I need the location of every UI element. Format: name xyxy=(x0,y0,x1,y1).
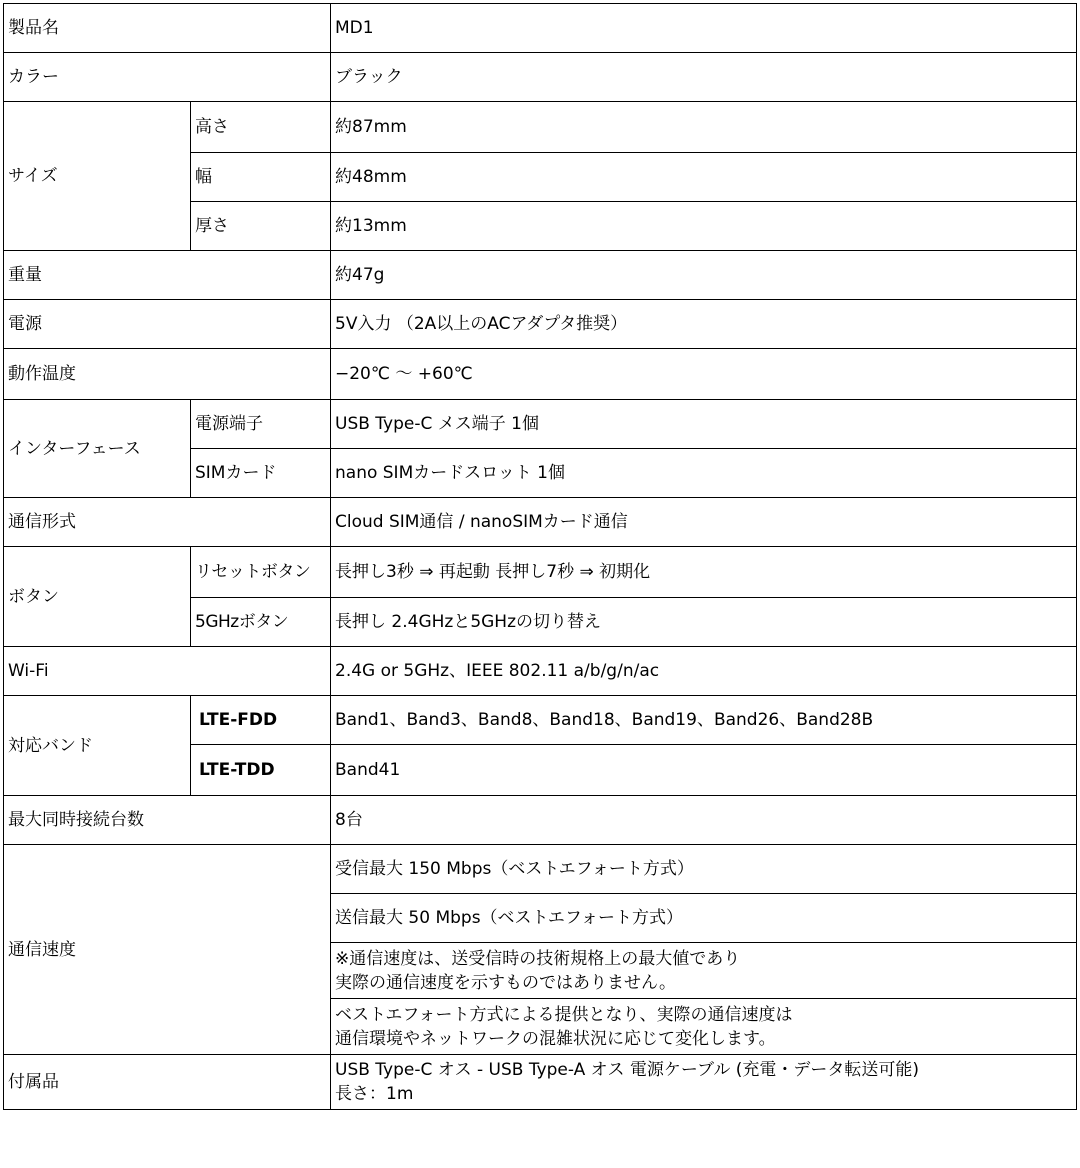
buttons-reset-value: 長押し3秒 ⇒ 再起動 長押し7秒 ⇒ 初期化 xyxy=(331,547,1077,598)
table-row xyxy=(4,1055,1077,1110)
max-connections-label: 最大同時接続台数 xyxy=(4,796,331,845)
wifi-value: 2.4G or 5GHz、IEEE 802.11 a/b/g/n/ac xyxy=(331,647,1077,696)
table-row xyxy=(4,251,1077,300)
speed-note-2 xyxy=(331,999,1077,1055)
color-label: カラー xyxy=(4,53,331,102)
table-row xyxy=(4,102,1077,153)
speed-note-2-line-2: 通信環境やネットワークの混雑状況に応じて変化します。 xyxy=(335,1028,776,1049)
bands-lte-tdd-label: LTE-TDD xyxy=(191,745,331,796)
max-connections-value: 8台 xyxy=(331,796,1077,845)
size-height-label: 高さ xyxy=(191,102,331,153)
weight-value: 約47g xyxy=(331,251,1077,300)
table-row xyxy=(4,696,1077,745)
table-row xyxy=(4,4,1077,53)
table-row xyxy=(4,400,1077,449)
speed-note-1 xyxy=(331,943,1077,999)
power-label: 電源 xyxy=(4,300,331,349)
table-row xyxy=(4,547,1077,598)
buttons-reset-label: リセットボタン xyxy=(191,547,331,598)
interface-sim-value: nano SIMカードスロット 1個 xyxy=(331,449,1077,498)
buttons-label: ボタン xyxy=(4,547,191,647)
power-value: 5V入力 （2A以上のACアダプタ推奨） xyxy=(331,300,1077,349)
accessories-value-line-2: 長さ：1m xyxy=(335,1084,414,1104)
product-name-value: MD1 xyxy=(331,4,1077,53)
table-row xyxy=(4,845,1077,894)
accessories-label: 付属品 xyxy=(4,1055,331,1110)
speed-label: 通信速度 xyxy=(4,845,331,1055)
bands-lte-tdd-value: Band41 xyxy=(331,745,1077,796)
wifi-label: Wi-Fi xyxy=(4,647,331,696)
buttons-5ghz-label: 5GHzボタン xyxy=(191,598,331,647)
table-row xyxy=(4,647,1077,696)
bands-lte-fdd-value: Band1、Band3、Band8、Band18、Band19、Band26、Band28B xyxy=(331,696,1077,745)
comm-format-value: Cloud SIM通信 / nanoSIMカード通信 xyxy=(331,498,1077,547)
speed-upload-value: 送信最大 50 Mbps（ベストエフォート方式） xyxy=(331,894,1077,943)
spec-table xyxy=(3,3,1077,1110)
color-value: ブラック xyxy=(331,53,1077,102)
product-name-label: 製品名 xyxy=(4,4,331,53)
table-row xyxy=(4,349,1077,400)
interface-power-port-value: USB Type-C メス端子 1個 xyxy=(331,400,1077,449)
size-label: サイズ xyxy=(4,102,191,251)
operating-temp-value: −20℃ ～ +60℃ xyxy=(331,349,1077,400)
bands-label: 対応バンド xyxy=(4,696,191,796)
speed-note-1-line-1: ※通信速度は、送受信時の技術規格上の最大値であり xyxy=(335,948,741,969)
table-row xyxy=(4,796,1077,845)
speed-download-value: 受信最大 150 Mbps（ベストエフォート方式） xyxy=(331,845,1077,894)
size-depth-label: 厚さ xyxy=(191,202,331,251)
bands-lte-fdd-label: LTE-FDD xyxy=(191,696,331,745)
weight-label: 重量 xyxy=(4,251,331,300)
buttons-5ghz-value: 長押し 2.4GHzと5GHzの切り替え xyxy=(331,598,1077,647)
comm-format-label: 通信形式 xyxy=(4,498,331,547)
size-width-label: 幅 xyxy=(191,153,331,202)
table-row xyxy=(4,53,1077,102)
speed-note-1-line-2: 実際の通信速度を示すものではありません。 xyxy=(335,972,677,993)
size-height-value: 約87mm xyxy=(331,102,1077,153)
accessories-value-line-1: USB Type-C オス - USB Type-A オス 電源ケーブル (充電・データ転送可能) xyxy=(335,1060,920,1080)
interface-power-port-label: 電源端子 xyxy=(191,400,331,449)
size-width-value: 約48mm xyxy=(331,153,1077,202)
interface-sim-label: SIMカード xyxy=(191,449,331,498)
speed-note-2-line-1: ベストエフォート方式による提供となり、実際の通信速度は xyxy=(335,1004,793,1025)
operating-temp-label: 動作温度 xyxy=(4,349,331,400)
table-row xyxy=(4,300,1077,349)
table-row xyxy=(4,498,1077,547)
size-depth-value: 約13mm xyxy=(331,202,1077,251)
accessories-value xyxy=(331,1055,1077,1110)
interface-label: インターフェース xyxy=(4,400,191,498)
